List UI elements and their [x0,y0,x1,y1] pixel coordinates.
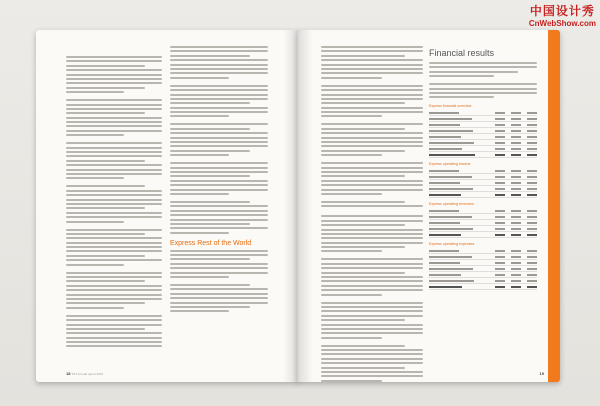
text-line [66,332,162,334]
text-line [321,111,423,113]
text-line [321,98,423,100]
text-line [321,205,423,207]
text-line [66,276,162,278]
text-line [321,258,423,260]
text-line [170,154,229,156]
text-line [170,102,250,104]
text-line [170,150,250,152]
text-line [321,115,382,117]
text-line [170,223,250,225]
text-line [321,332,423,334]
text-line [321,349,423,351]
text-line [321,371,423,373]
text-line [321,367,405,369]
text-line [66,173,162,175]
text-line [170,94,268,96]
text-line [321,132,423,134]
table-row [429,192,537,198]
text-line [170,310,229,312]
text-line [66,212,162,214]
text-line [321,358,423,360]
table-title: Express operating revenues [429,202,474,207]
text-line [321,289,423,291]
right-page-footer [540,371,544,376]
text-line [321,267,423,269]
text-line [66,65,145,67]
text-line [66,185,145,187]
text-line [66,87,145,89]
text-line [66,147,162,149]
text-line [170,258,250,260]
text-line [66,199,162,201]
text-line [170,263,268,265]
text-line [170,145,268,147]
table-row [429,284,537,290]
text-line [321,237,423,239]
text-line [321,154,382,156]
text-line [66,242,162,244]
text-line [321,276,423,278]
text-line [321,263,423,265]
text-line [321,280,423,282]
text-line [66,345,162,347]
text-line [429,92,537,94]
text-line [170,50,268,52]
text-line [321,328,423,330]
text-line [66,134,124,136]
text-line [321,68,423,70]
text-line [170,284,250,286]
left-page-footer [66,371,103,376]
text-line [66,151,162,153]
text-line [170,276,229,278]
text-line [170,89,268,91]
text-line [321,85,423,87]
text-line [170,141,268,143]
text-line [170,210,268,212]
text-line [321,250,382,252]
text-line [170,193,229,195]
text-line [321,242,423,244]
text-line [170,98,268,100]
text-line [66,272,162,274]
text-line [66,315,162,317]
text-line [66,121,162,123]
text-line [321,201,405,203]
text-line [321,94,423,96]
text-line [66,155,162,157]
text-line [66,203,162,205]
text-line [170,297,268,299]
text-line [429,71,518,73]
text-line [170,128,250,130]
text-line [321,171,423,173]
text-line [170,232,229,234]
text-line [66,56,162,58]
text-line [66,117,162,119]
text-line [170,267,268,269]
text-line [321,233,423,235]
text-line [66,207,145,209]
text-line [170,107,268,109]
text-line [429,83,537,85]
text-line [66,237,162,239]
table-row [429,232,537,238]
text-line [170,302,268,304]
text-line [66,285,162,287]
text-line [170,180,268,182]
text-line [66,91,124,93]
text-line [321,337,382,339]
text-line [66,319,162,321]
text-line [321,175,405,177]
table-title: Express financial overview [429,104,472,109]
text-line [321,184,423,186]
text-line [66,324,162,326]
text-line [321,150,405,152]
table-row [429,152,537,158]
text-line [321,102,405,104]
section-heading: Express Rest of the World [170,239,252,247]
text-line [66,233,145,235]
text-line [321,145,423,147]
right-page-number: 19 [539,371,544,376]
text-line [321,302,423,304]
text-line [170,189,268,191]
text-line [321,272,405,274]
text-line [66,169,162,171]
text-line [66,99,162,101]
text-line [170,167,268,169]
text-line [66,328,145,330]
text-line [321,55,405,57]
text-line [321,141,423,143]
table-title: Express operating expenses [429,242,475,247]
text-line [321,353,423,355]
text-line [321,375,423,377]
text-line [66,78,162,80]
text-line [170,227,268,229]
text-line [321,315,423,317]
text-line [321,246,405,248]
text-line [66,60,162,62]
text-line [66,194,162,196]
text-line [170,85,268,87]
text-line [321,128,405,130]
text-line [66,216,162,218]
text-line [66,229,162,231]
text-line [66,74,162,76]
text-line [66,108,162,110]
left-column-2 [170,46,268,318]
open-annual-report [36,30,560,382]
text-line [66,104,162,106]
text-line [170,214,268,216]
text-line [321,362,423,364]
text-line [66,259,162,261]
text-line [170,55,250,57]
text-line [321,162,423,164]
text-line [321,180,423,182]
orange-edge-tab [548,30,560,382]
text-line [429,62,537,64]
text-line [170,171,268,173]
text-line [321,123,423,125]
text-line [321,50,423,52]
text-line [66,337,162,339]
text-line [66,221,124,223]
text-line [321,324,423,326]
text-line [66,190,162,192]
left-column-1 [66,56,162,350]
text-line [321,319,405,321]
table-title: Express operating income [429,162,471,167]
text-line [321,107,423,109]
text-line [66,289,162,291]
text-line [170,123,268,125]
text-line [66,307,124,309]
text-line [321,220,423,222]
text-line [66,302,145,304]
watermark-url: CnWebShow.com [528,19,596,28]
text-line [170,250,268,252]
left-page-number: 18 [66,371,71,376]
site-watermark [529,2,596,28]
text-line [170,293,268,295]
text-line [170,111,268,113]
text-line [429,75,494,77]
text-line [170,59,268,61]
text-line [66,294,162,296]
text-line [321,224,405,226]
text-line [66,264,124,266]
text-line [66,82,162,84]
text-line [170,219,268,221]
text-line [170,205,268,207]
text-line [170,46,268,48]
text-line [170,162,268,164]
text-line [66,246,162,248]
right-column-2 [429,48,537,290]
text-line [321,310,423,312]
text-line [170,288,268,290]
text-line [170,77,229,79]
text-line [321,193,382,195]
left-page [36,30,299,382]
text-line [66,164,162,166]
text-line [170,254,268,256]
financial-results-heading: Financial results [429,48,495,58]
text-line [66,341,162,343]
text-line [170,184,268,186]
text-line [321,285,423,287]
text-line [66,298,162,300]
text-line [170,72,268,74]
text-line [321,294,382,296]
text-line [170,306,250,308]
text-line [321,229,423,231]
text-line [321,72,423,74]
text-line [66,69,162,71]
text-line [170,64,268,66]
left-footer-label: TNT Annual report 2007 [71,372,104,376]
right-page [297,30,560,382]
text-line [321,89,423,91]
text-line [170,272,268,274]
text-line [66,112,145,114]
text-line [321,64,423,66]
text-line [321,345,405,347]
text-line [170,132,268,134]
text-line [170,115,229,117]
text-line [170,175,250,177]
text-line [321,46,423,48]
text-line [429,66,537,68]
text-line [170,201,250,203]
text-line [66,250,162,252]
text-line [66,280,145,282]
text-line [66,142,162,144]
text-line [66,177,124,179]
watermark-chinese-text: 中国设计秀 [529,4,595,18]
text-line [321,189,423,191]
text-line [170,137,268,139]
right-column-1 [321,46,423,382]
text-line [66,130,162,132]
text-line [429,96,494,98]
text-line [321,137,423,139]
text-line [66,125,162,127]
text-line [66,255,145,257]
text-line [321,215,423,217]
text-line [321,59,423,61]
text-line [321,77,382,79]
text-line [321,167,423,169]
text-line [170,68,268,70]
text-line [429,88,537,90]
text-line [321,306,423,308]
text-line [321,380,382,382]
text-line [66,160,145,162]
